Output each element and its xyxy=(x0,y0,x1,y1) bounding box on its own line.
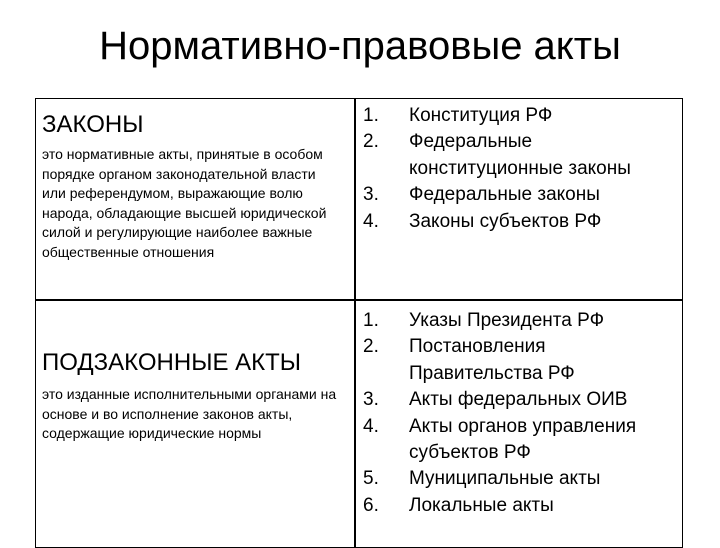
item-number: 3. xyxy=(363,184,379,206)
list-item xyxy=(363,209,678,235)
row-divider xyxy=(36,299,682,301)
item-number: 5. xyxy=(363,468,379,490)
item-text: Законы субъектов РФ xyxy=(409,210,602,232)
item-number: 6. xyxy=(363,494,379,516)
list-item xyxy=(363,103,678,129)
item-text: Конституция РФ xyxy=(409,105,553,126)
item-number: 3. xyxy=(363,389,379,411)
list-item xyxy=(363,387,678,413)
list-item xyxy=(363,182,678,208)
item-text: Федеральные конституционные законы xyxy=(409,131,631,179)
item-text: Указы Президента РФ xyxy=(409,310,605,331)
item-number: 1. xyxy=(363,105,379,126)
list-item xyxy=(363,466,678,492)
laws-list xyxy=(363,103,678,235)
item-number: 1. xyxy=(363,310,379,331)
bylaws-heading: ПОДЗАКОННЫЕ АКТЫ xyxy=(42,349,302,376)
list-item xyxy=(363,334,678,387)
bylaws-description: это изданные исполнительными органами на основе и во исполнение законов акты, содержащие юридические нормы xyxy=(42,386,337,442)
column-divider xyxy=(354,99,356,547)
item-number: 2. xyxy=(363,131,379,153)
item-text: Акты органов управления субъектов РФ xyxy=(409,415,637,464)
item-number: 2. xyxy=(363,336,379,358)
bylaws-list xyxy=(363,308,678,519)
item-text: Федеральные законы xyxy=(409,184,600,206)
list-item xyxy=(363,308,678,334)
acts-table xyxy=(35,98,683,548)
page-title: Нормативно-правовые акты xyxy=(99,24,621,68)
item-number: 4. xyxy=(363,415,379,437)
item-text: Постановления Правительства РФ xyxy=(409,336,575,384)
item-text: Муниципальные акты xyxy=(409,468,601,490)
item-text: Акты федеральных ОИВ xyxy=(409,389,628,411)
laws-heading: ЗАКОНЫ xyxy=(42,111,144,138)
list-item xyxy=(363,414,678,467)
laws-description: это нормативные акты, принятые в особом порядке органом законодательной власти или референдумом, выражающие волю народа, обладающие высшей юридической силой и регулирующие наиболее важные общественные отношения xyxy=(42,146,327,260)
list-item xyxy=(363,493,678,519)
item-number: 4. xyxy=(363,210,379,232)
list-item xyxy=(363,129,678,182)
item-text: Локальные акты xyxy=(409,494,554,516)
